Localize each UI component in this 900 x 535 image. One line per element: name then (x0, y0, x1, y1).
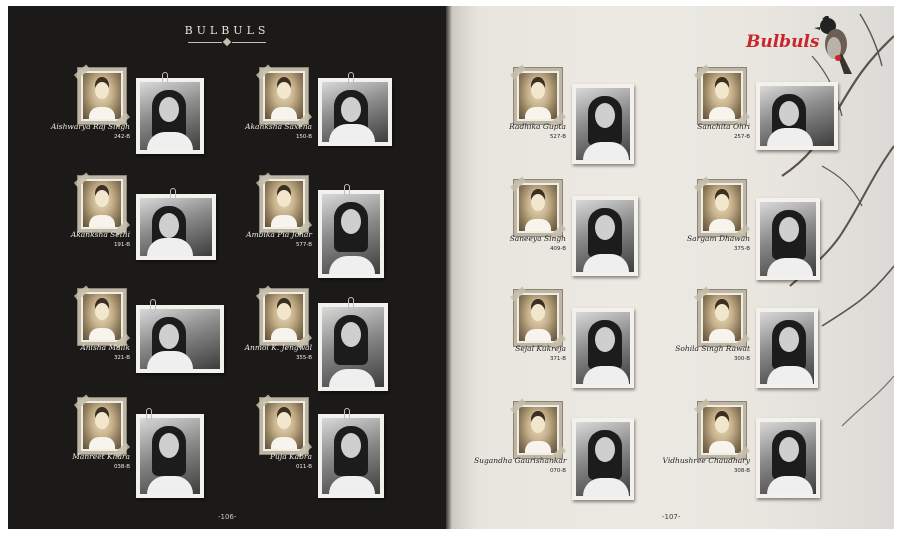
student-code: 577-B (295, 242, 312, 248)
paper-clip-icon (348, 72, 354, 86)
student-card (260, 398, 460, 518)
graduation-photo (136, 414, 204, 498)
graduation-photo (318, 414, 384, 498)
childhood-photo (78, 176, 126, 232)
student-code: 070-B (549, 468, 566, 474)
childhood-photo (78, 289, 126, 345)
childhood-photo (698, 402, 746, 458)
childhood-photo (514, 68, 562, 124)
student-name: Manreet Khara (72, 452, 130, 461)
student-code: 375-B (733, 246, 750, 252)
student-card (246, 176, 460, 296)
graduation-photo (572, 196, 638, 276)
childhood-photo (260, 398, 308, 454)
childhood-photo (698, 290, 746, 346)
student-card (675, 290, 894, 410)
ornament-divider-left (188, 42, 222, 43)
paper-clip-icon (150, 299, 156, 313)
graduation-photo (136, 78, 204, 154)
childhood-photo (514, 180, 562, 236)
student-code: 527-B (549, 134, 566, 140)
student-code: 321-B (113, 355, 130, 361)
childhood-photo (698, 180, 746, 236)
graduation-photo (318, 190, 384, 278)
paper-clip-icon (344, 184, 350, 198)
student-name: Akanksha Saxena (245, 122, 312, 131)
paper-clip-icon (344, 408, 350, 422)
graduation-photo (756, 198, 820, 280)
graduation-photo (756, 308, 818, 388)
childhood-photo (260, 176, 308, 232)
student-name: Akanksha Sethi (70, 230, 130, 239)
graduation-photo (756, 82, 838, 150)
student-card (244, 289, 460, 409)
student-name: Sejal Kukreja (515, 344, 566, 353)
childhood-photo (514, 402, 562, 458)
student-name: Sargam Dhawan (687, 234, 750, 243)
student-code: 371-B (549, 356, 566, 362)
bulbul-bird-icon (814, 16, 854, 76)
student-name: Sugandha Gaurishankar (474, 456, 567, 465)
brand-title: Bulbuls (746, 32, 820, 52)
paper-clip-icon (162, 72, 168, 86)
graduation-photo (572, 308, 634, 388)
student-card (687, 180, 894, 300)
student-name: Sanchita Ohri (697, 122, 750, 131)
student-name: Radhika Gupta (509, 122, 566, 131)
student-code: 409-B (549, 246, 566, 252)
graduation-photo (318, 303, 388, 391)
graduation-photo (572, 418, 634, 500)
student-name: Saneeya Singh (509, 234, 566, 243)
student-card (698, 68, 894, 188)
childhood-photo (698, 68, 746, 124)
childhood-photo (514, 290, 562, 346)
student-name: Sohila Singh Rawat (675, 344, 750, 353)
student-name: Anmol K. Jengwal (244, 343, 312, 352)
paper-clip-icon (170, 188, 176, 202)
right-page (452, 6, 894, 529)
student-code: 355-B (295, 355, 312, 361)
student-name: Aishwarya Raj Singh (50, 122, 130, 131)
student-name: Anisha Malik (80, 343, 130, 352)
graduation-photo (572, 84, 634, 164)
student-name: Ambika Pia Johar (246, 230, 312, 239)
childhood-photo (260, 68, 308, 124)
student-code: 191-B (113, 242, 130, 248)
section-header: BULBULS (184, 24, 270, 37)
ornament-divider-center (223, 38, 231, 46)
paper-clip-icon (146, 408, 152, 422)
student-code: 150-B (295, 134, 312, 140)
student-code: 011-B (295, 464, 312, 470)
student-code: 300-B (733, 356, 750, 362)
page-number: -107- (662, 513, 681, 521)
page-number: -106- (218, 513, 237, 521)
childhood-photo (260, 289, 308, 345)
student-code: 257-B (733, 134, 750, 140)
graduation-photo (318, 78, 392, 146)
graduation-photo (756, 418, 820, 498)
student-card (245, 68, 460, 188)
paper-clip-icon (348, 297, 354, 311)
left-page (8, 6, 446, 529)
childhood-photo (78, 398, 126, 454)
ornament-divider-right (232, 42, 266, 43)
student-code: 242-B (113, 134, 130, 140)
student-code: 308-B (733, 468, 750, 474)
student-code: 038-B (113, 464, 130, 470)
graduation-photo (136, 305, 224, 373)
student-name: Vidhushree Chaudhary (662, 456, 750, 465)
childhood-photo (78, 68, 126, 124)
graduation-photo (136, 194, 216, 260)
student-name: Puja Kabra (270, 452, 312, 461)
